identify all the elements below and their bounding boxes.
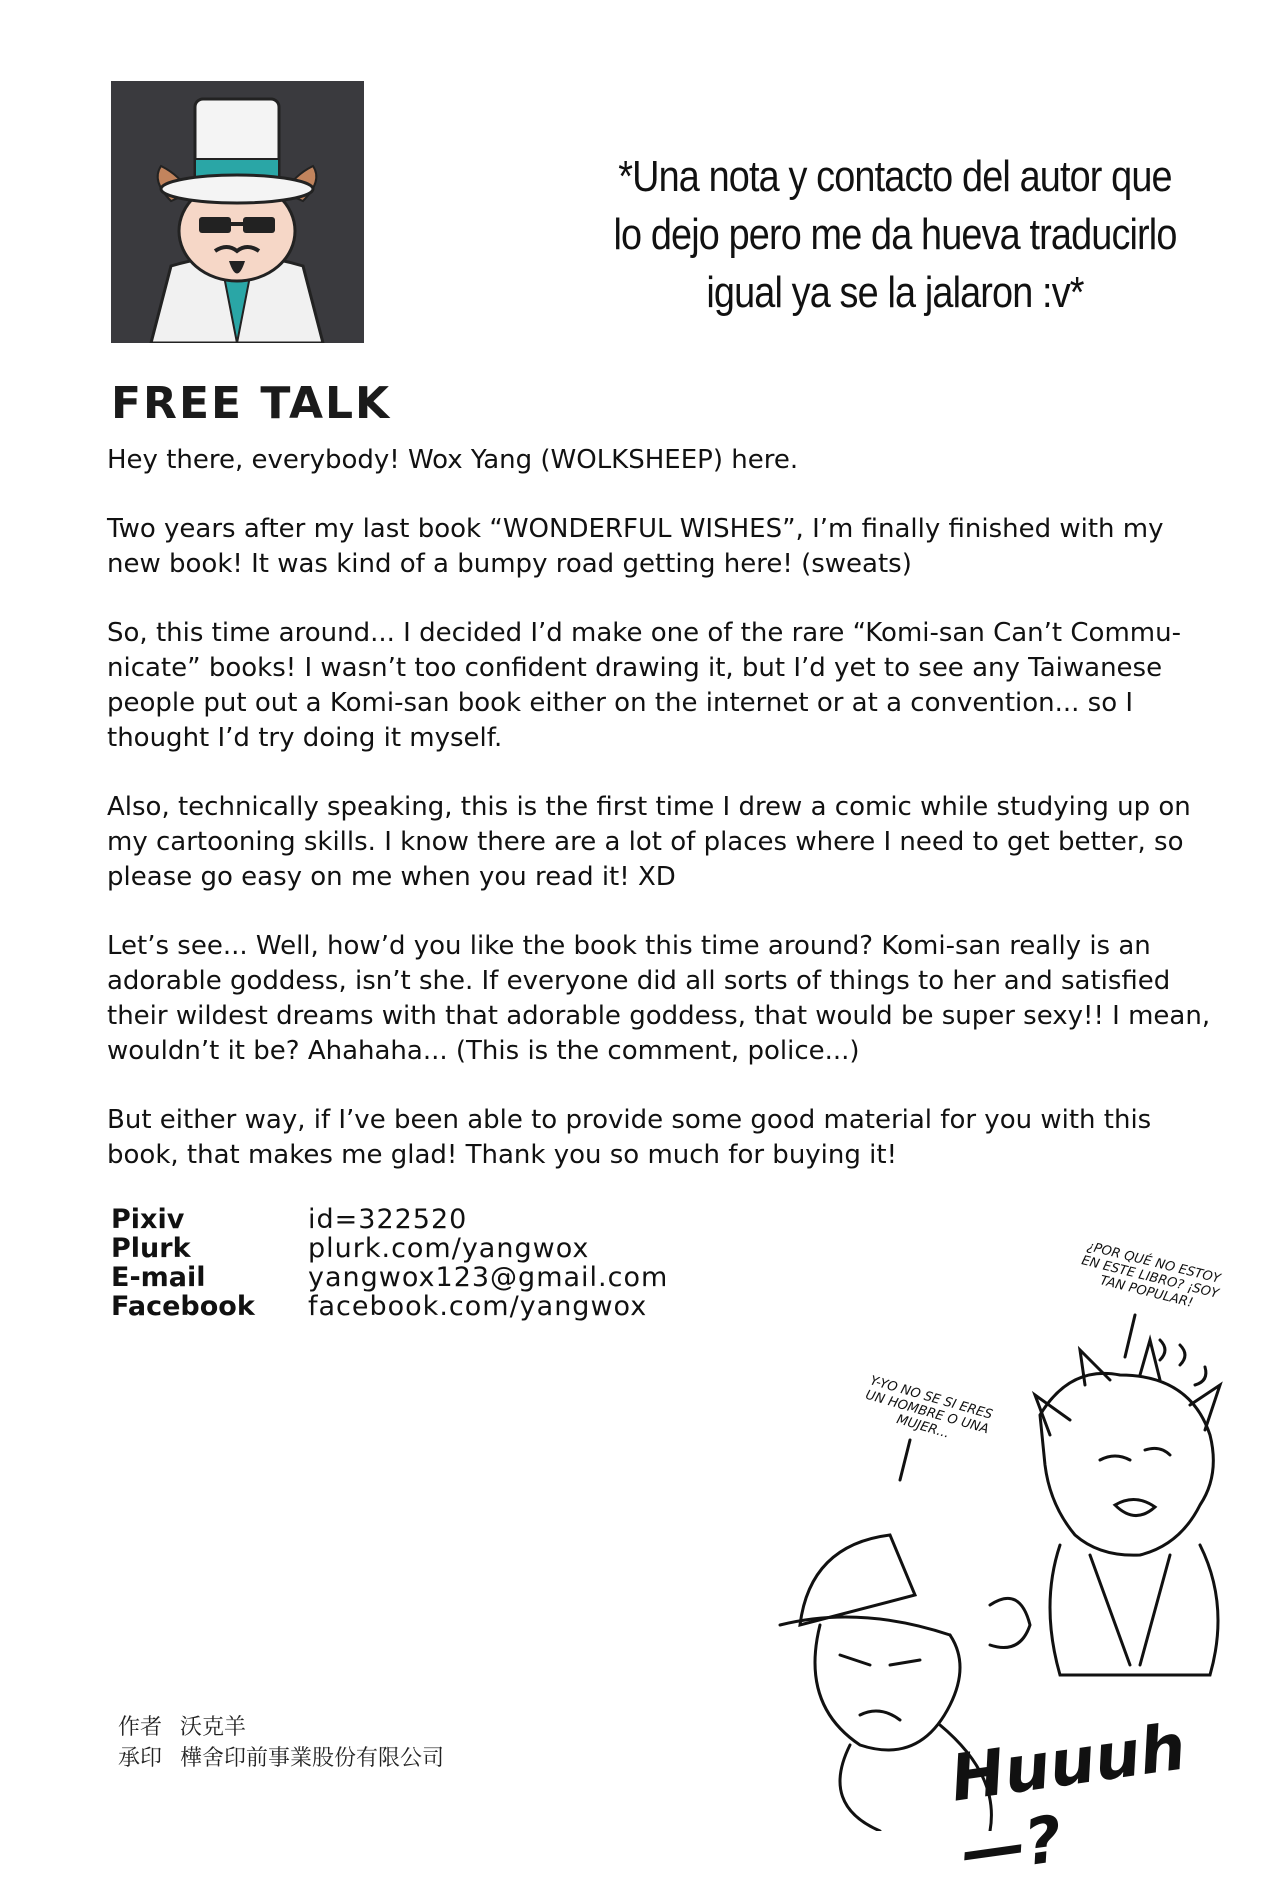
- credit-value: 沃克羊: [180, 1715, 247, 1740]
- contact-value: id=322520: [308, 1204, 468, 1235]
- contact-row-email: [111, 1263, 668, 1292]
- speech-bubble: ¿POR QUÉ NO ESTOY EN ESTE LIBRO? ¡SOY TAN POPULAR!: [1079, 1239, 1222, 1311]
- credit-row-author: [118, 1712, 444, 1743]
- contact-row-pixiv: [111, 1205, 668, 1234]
- credits: [118, 1712, 444, 1774]
- paragraph: Two years after my last book “WONDERFUL WISHES”, I’m finally finished with my new book! It was kind of a bumpy road getting here! (sweats): [107, 514, 1164, 579]
- paragraph: But either way, if I’ve been able to provide some good material for you with this book, that makes me glad! Thank you so much for buying it!: [107, 1105, 1152, 1170]
- free-talk-body: [107, 443, 1217, 1207]
- contact-value: yangwox123@gmail.com: [308, 1262, 669, 1293]
- contact-label: Plurk: [111, 1233, 191, 1264]
- top-hat-sheep-icon: [111, 81, 364, 343]
- paragraph: Also, technically speaking, this is the first time I drew a comic while studying up on my cartooning skills. I know there are a lot of places where I need to get better, so please go easy on me when you read it! XD: [107, 792, 1191, 892]
- speech-bubble: Y-YO NO SE SI ERES UN HOMBRE O UNA MUJER...: [863, 1373, 995, 1442]
- credit-value: 樺舍印前事業股份有限公司: [180, 1746, 445, 1771]
- contact-row-facebook: [111, 1292, 668, 1321]
- contact-label: Pixiv: [111, 1204, 185, 1235]
- page-title: FREE TALK: [111, 378, 392, 429]
- credit-label: 作者: [118, 1715, 163, 1740]
- contact-label: E-mail: [111, 1262, 206, 1293]
- exclamation-text: Huuuh—?: [946, 1710, 1191, 1890]
- credit-label: 承印: [118, 1746, 163, 1771]
- paragraph: Let’s see... Well, how’d you like the book this time around? Komi-san really is an adorable goddess, isn’t she. If everyone did all sorts of things to her and satisfied their wildest dreams with that adorable goddess, that would be super sexy!! I mean, wouldn’t it be? Ahahaha... (This is the comment, police...): [107, 931, 1211, 1066]
- contact-value: facebook.com/yangwox: [308, 1291, 648, 1322]
- contact-value: plurk.com/yangwox: [308, 1233, 590, 1264]
- paragraph: So, this time around... I decided I’d make one of the rare “Komi-san Can’t Commu-nicate” books! I wasn’t too confident drawing it, but I’d yet to see any Taiwanese people put out a Komi-san book either on the internet or at a convention... so I thought I’d try doing it myself.: [107, 618, 1181, 753]
- paragraph: Hey there, everybody! Wox Yang (WOLKSHEEP) here.: [107, 445, 799, 475]
- contact-row-plurk: [111, 1234, 668, 1263]
- contact-label: Facebook: [111, 1291, 255, 1322]
- translator-note: *Una nota y contacto del autor que lo dejo pero me da hueva traducirlo igual ya se la jalaron :v*: [613, 152, 1177, 317]
- author-avatar: [111, 81, 364, 343]
- contact-list: [111, 1205, 668, 1321]
- credit-row-printer: [118, 1743, 444, 1774]
